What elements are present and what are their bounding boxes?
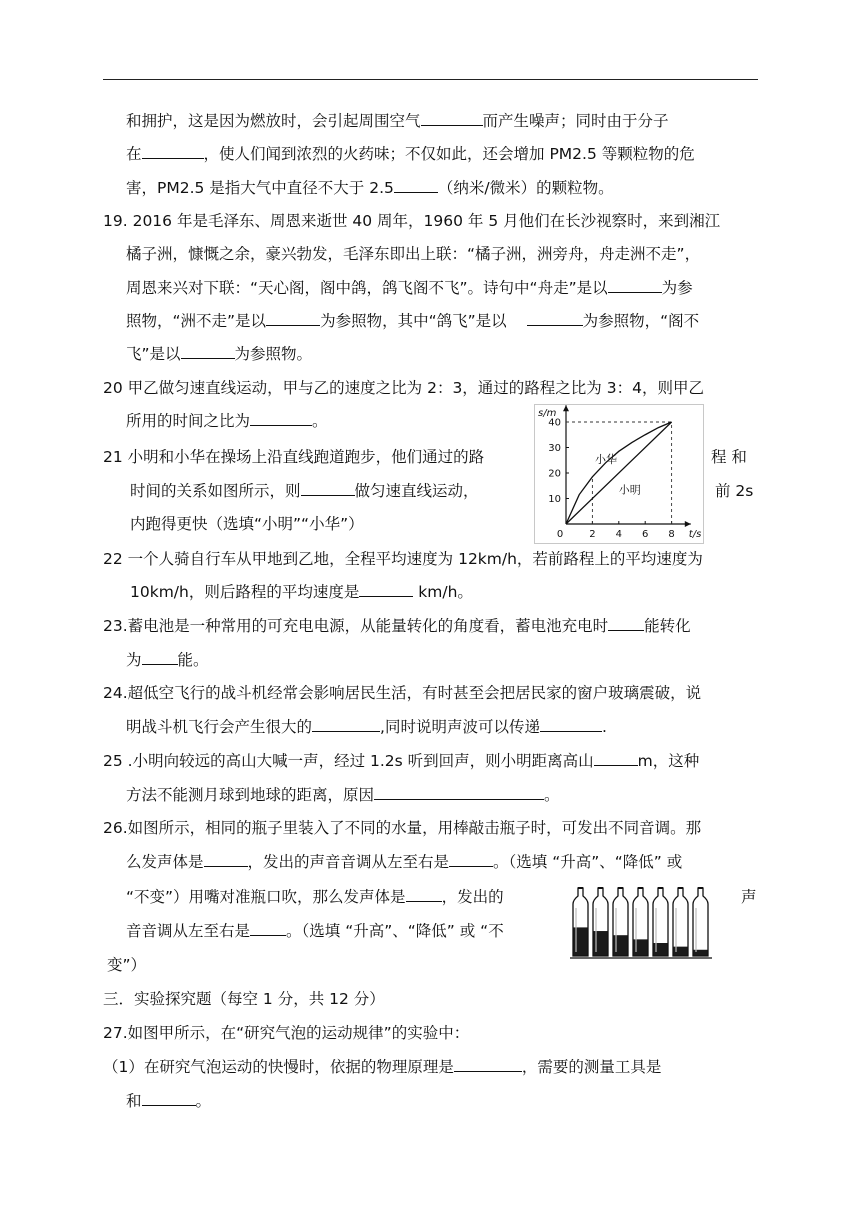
q24-line2: [126, 716, 607, 738]
answer-blank[interactable]: [406, 886, 442, 902]
q25-line2: [126, 784, 560, 806]
text: 音音调从左至右是: [126, 922, 251, 940]
q26-line3-left: [126, 886, 504, 908]
q20-line2: [126, 410, 328, 432]
text: 为参照物。: [234, 345, 313, 363]
text: 和拥护，这是因为燃放时，会引起周围空气: [126, 112, 421, 130]
y-axis-arrow: [563, 405, 569, 411]
answer-blank[interactable]: [266, 310, 320, 326]
bottle-water: [593, 931, 608, 956]
text: 周恩来兴对下联：“天心阁，阁中鸽，鸽飞阁不飞”。诗句中“舟走”是以: [126, 279, 608, 297]
y-tick-label: 10: [548, 494, 561, 505]
bottle-water: [693, 950, 708, 956]
answer-blank[interactable]: [142, 649, 178, 665]
text: 而产生噪声；同时由于分子: [482, 112, 669, 130]
header-rule: [103, 79, 758, 80]
text: ，发出的声音音调从左至右是: [247, 853, 450, 871]
q19-line1: 19. 2016 年是毛泽东、周恩来逝世 40 周年，1960 年 5 月他们在长沙视察时，来到湘江: [103, 212, 721, 230]
text: 为参照物，其中“鸽飞”是以: [320, 312, 507, 330]
text: 所用的时间之比为: [126, 412, 251, 430]
x-tick-label: 6: [642, 529, 649, 540]
answer-blank[interactable]: [204, 851, 248, 867]
answer-blank[interactable]: [374, 784, 544, 800]
answer-blank[interactable]: [454, 1056, 522, 1072]
q23-line1: [103, 615, 691, 637]
text: ,同时说明声波可以传递: [380, 718, 540, 736]
bottle-water: [653, 943, 668, 956]
text: 10km/h，则后路程的平均速度是: [130, 583, 360, 601]
text: 。: [544, 786, 560, 804]
bottle-water: [573, 927, 588, 956]
section-3-heading: 三．实验探究题（每空 1 分，共 12 分）: [103, 990, 385, 1008]
answer-blank[interactable]: [608, 615, 644, 631]
text: ，发出的: [441, 888, 504, 906]
q27-line2: [103, 1056, 661, 1078]
text: 。（选填 “升高”、“降低” 或 “不: [286, 922, 504, 940]
y-tick-label: 30: [548, 443, 561, 454]
text: 方法不能测月球到地球的距离，原因: [126, 786, 375, 804]
answer-blank[interactable]: [359, 581, 413, 597]
q19-line5: [126, 343, 312, 365]
bottle: [673, 888, 688, 956]
text: 。（选填 “升高”、“降低” 或: [493, 853, 683, 871]
x-tick-label: 0: [556, 529, 564, 540]
bottle-water: [673, 947, 688, 956]
q26-line4: [126, 920, 504, 942]
answer-blank[interactable]: [540, 716, 602, 732]
text: “不变”）用嘴对准瓶口吹，那么发声体是: [126, 888, 406, 906]
q20-line1: 20 甲乙做匀速直线运动，甲与乙的速度之比为 2：3，通过的路程之比为 3：4，则甲乙: [103, 379, 704, 397]
text: 为参照物，“阁不: [582, 312, 700, 330]
x-axis-label: t/s: [688, 529, 702, 540]
q23-line2: [126, 649, 209, 671]
text: ，使人们闻到浓烈的火药味；不仅如此，还会增加 PM2.5 等颗粒物的危: [203, 145, 695, 163]
y-tick-label: 20: [548, 468, 561, 480]
text: 能转化: [644, 617, 691, 635]
text: km/h。: [413, 583, 473, 601]
q26-line5: 变”）: [107, 956, 147, 974]
x-axis-arrow: [685, 521, 691, 527]
q26-line1: 26.如图所示，相同的瓶子里装入了不同的水量，用棒敲击瓶子时，可发出不同音调。那: [103, 819, 702, 837]
answer-blank[interactable]: [421, 110, 483, 126]
q18-line3: [126, 177, 614, 199]
text: 么发声体是: [126, 853, 204, 871]
answer-blank[interactable]: [181, 343, 235, 359]
q27-line1: 27.如图甲所示，在“研究气泡的运动规律”的实验中：: [103, 1024, 470, 1042]
text: 做匀速直线运动，: [354, 482, 479, 500]
answer-blank[interactable]: [312, 716, 380, 732]
text: m，这种: [637, 752, 700, 770]
q21-line2-right: 前 2s: [715, 482, 754, 500]
answer-blank[interactable]: [250, 920, 286, 936]
series-line-2: [566, 422, 672, 524]
answer-blank[interactable]: [250, 410, 312, 426]
text: 害，PM2.5 是指大气中直径不大于 2.5: [126, 179, 394, 197]
y-axis-label: s/m: [538, 408, 557, 419]
q19-line4: [126, 310, 699, 332]
text: 和: [126, 1092, 142, 1110]
series-label: 小华: [595, 452, 618, 466]
q24-line1: 24.超低空飞行的战斗机经常会影响居民生活，有时甚至会把居民家的窗户玻璃震破，说: [103, 684, 702, 702]
q21-line1-left: 21 小明和小华在操场上沿直线跑道跑步，他们通过的路: [103, 448, 485, 466]
q18-line1: [126, 110, 669, 132]
text: 为参: [661, 279, 693, 297]
q26-line3-right: 声: [741, 888, 757, 906]
answer-blank[interactable]: [594, 750, 638, 766]
x-tick-label: 4: [615, 529, 622, 540]
text: 明战斗机飞行会产生很大的: [126, 718, 313, 736]
distance-time-chart: [534, 404, 704, 544]
q19-line3: [126, 277, 693, 299]
q21-line2-left: [130, 480, 479, 502]
answer-blank[interactable]: [142, 143, 204, 159]
x-tick-label: 2: [589, 529, 596, 540]
text: 在: [126, 145, 142, 163]
text: 照物，“洲不走”是以: [126, 312, 267, 330]
bottle-water: [633, 939, 648, 956]
y-tick-label: 40: [548, 417, 561, 429]
text: 23.蓄电池是一种常用的可充电电源，从能量转化的角度看，蓄电池充电时: [103, 617, 609, 635]
text: 。: [195, 1092, 212, 1110]
text: 能。: [177, 651, 209, 669]
text: （1）在研究气泡运动的快慢时，依据的物理原理是: [103, 1058, 454, 1076]
q18-line2: [126, 143, 695, 165]
answer-blank[interactable]: [608, 277, 662, 293]
text: 飞”是以: [126, 345, 181, 363]
q27-line3: [126, 1090, 211, 1112]
answer-blank[interactable]: [449, 851, 493, 867]
answer-blank[interactable]: [142, 1090, 196, 1106]
text: 时间的关系如图所示，则: [130, 482, 301, 500]
bottles-figure: [569, 878, 713, 960]
text: （纳米/微米）的颗粒物。: [437, 179, 614, 197]
answer-blank[interactable]: [527, 310, 583, 326]
bottle-water: [613, 935, 628, 956]
answer-blank[interactable]: [394, 177, 438, 193]
q21-line1-right: 程 和: [711, 448, 747, 466]
text: 。: [312, 412, 328, 430]
q25-line1: [103, 750, 699, 772]
text: ，需要的测量工具是: [521, 1058, 662, 1076]
q26-line2: [126, 851, 682, 873]
answer-blank[interactable]: [301, 480, 355, 496]
bottle: [693, 888, 708, 956]
x-tick-label: 8: [668, 529, 675, 540]
q21-line3: 内跑得更快（选填“小明”“小华”）: [130, 515, 364, 533]
text: 25 .小明向较远的高山大喊一声，经过 1.2s 听到回声，则小明距离高山: [103, 752, 594, 770]
q22-line2: [130, 581, 473, 603]
q19-line2: 橘子洲，慷慨之余，豪兴勃发，毛泽东即出上联：“橘子洲，洲旁舟，舟走洲不走”，: [126, 245, 701, 263]
q22-line1: 22 一个人骑自行车从甲地到乙地，全程平均速度为 12km/h，若前路程上的平均速度为: [103, 550, 703, 568]
text: .: [601, 718, 607, 736]
text: 为: [126, 651, 142, 669]
series-label: 小明: [618, 483, 641, 497]
